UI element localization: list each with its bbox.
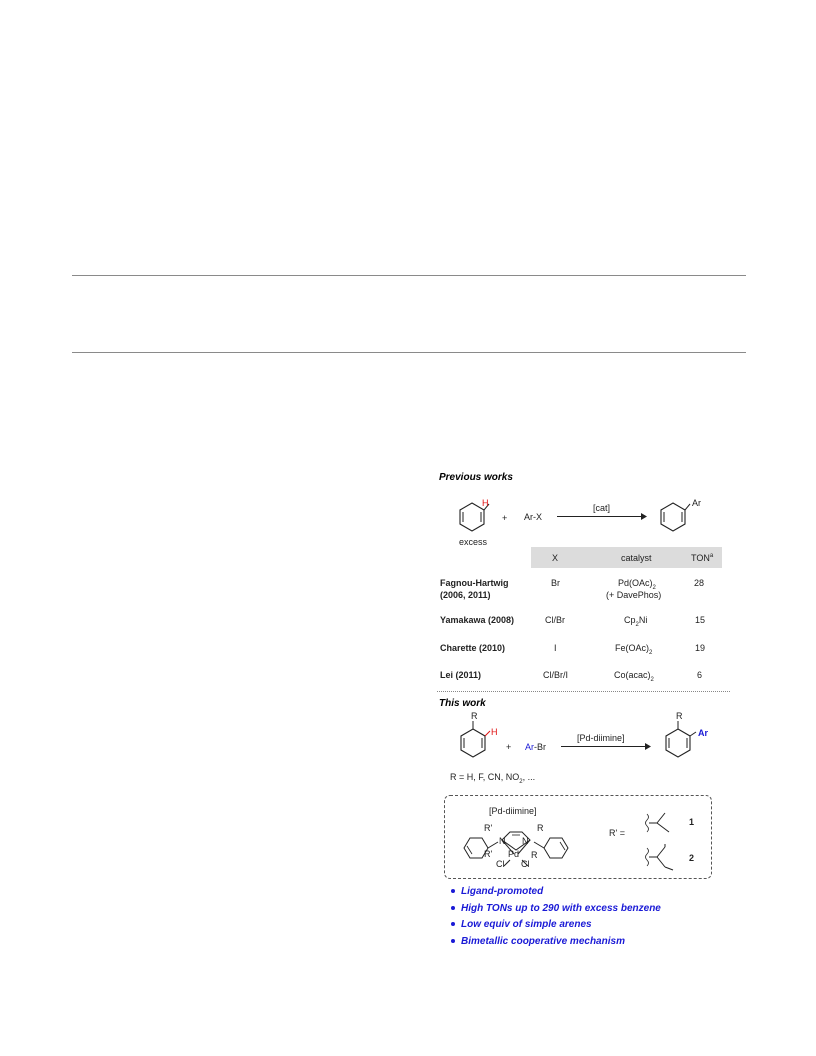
row-catalyst: $Fe(OAc)_2$ bbox=[615, 643, 653, 656]
cat-label: [cat] bbox=[593, 503, 611, 513]
row-x: Cl/Br bbox=[545, 615, 565, 625]
row-ton: 28 bbox=[694, 578, 705, 588]
feature-bullet: Bimetallic cooperative mechanism bbox=[451, 936, 625, 947]
previous-works-title: Previous works bbox=[439, 472, 513, 483]
row-ton: 19 bbox=[695, 643, 706, 653]
ar-label: Ar bbox=[698, 728, 709, 738]
top-rule bbox=[72, 275, 746, 276]
biaryl-product-structure bbox=[657, 500, 697, 540]
row-x: I bbox=[554, 643, 557, 653]
r-label: R bbox=[537, 823, 544, 833]
h-label: H bbox=[491, 727, 498, 737]
this-work-title: This work bbox=[439, 698, 486, 709]
cl-label: Cl bbox=[521, 859, 530, 869]
row-catalyst: $Co(acac)_2$ bbox=[614, 670, 654, 683]
feature-bullet: Low equiv of simple arenes bbox=[451, 919, 592, 930]
r-label: R bbox=[531, 850, 538, 860]
benzene-reactant-structure bbox=[456, 500, 496, 540]
feature-bullet: High TONs up to 290 with excess benzene bbox=[451, 903, 661, 914]
r-label: R bbox=[676, 711, 683, 721]
row-author: Yamakawa (2008) bbox=[440, 615, 515, 625]
row-x: Cl/Br/I bbox=[543, 670, 569, 680]
r-prime-label: R' bbox=[484, 823, 493, 833]
excess-label: excess bbox=[459, 537, 488, 547]
biaryl-product-structure bbox=[662, 718, 709, 766]
pd-label: Pd bbox=[508, 849, 520, 859]
row-ton: 15 bbox=[695, 615, 706, 625]
row-author: Charette (2010) bbox=[440, 643, 506, 653]
row-catalyst: $Pd(OAc)_2$ bbox=[618, 578, 656, 591]
header-catalyst: catalyst bbox=[621, 553, 652, 563]
header-ton: TON$^a$ bbox=[691, 553, 714, 563]
arene-reactant-structure bbox=[457, 718, 501, 766]
pd-diimine-label: [Pd-diimine] bbox=[577, 733, 625, 743]
r-label: R bbox=[471, 711, 478, 721]
row-x: Br bbox=[551, 578, 560, 588]
row-year: (2006, 2011) bbox=[440, 590, 491, 600]
bottom-rule bbox=[72, 352, 746, 353]
arx-reagent: Ar-X bbox=[524, 512, 542, 522]
n-label: N bbox=[522, 836, 529, 846]
header-x: X bbox=[552, 553, 559, 563]
ligand-number: 1 bbox=[689, 817, 695, 827]
cl-label: Cl bbox=[496, 859, 505, 869]
substituent-definition: R = H, F, CN, $NO_2$, ... bbox=[450, 772, 536, 785]
row-catalyst-ligand: (+ DavePhos) bbox=[606, 590, 662, 600]
row-catalyst: $Cp_2Ni$ bbox=[624, 615, 648, 628]
pd-diimine-box-title: [Pd-diimine] bbox=[489, 806, 537, 816]
row-author: Lei (2011) bbox=[440, 670, 482, 680]
ar-label: Ar bbox=[692, 498, 701, 508]
pd-diimine-complex-structure bbox=[456, 824, 606, 874]
section-divider bbox=[437, 691, 730, 692]
r-prime-definition: R' = bbox=[609, 828, 625, 838]
r-prime-label: R' bbox=[484, 849, 493, 859]
arbr-reagent: Ar-Br bbox=[525, 742, 546, 752]
n-label: N bbox=[499, 836, 506, 846]
reaction-arrow bbox=[557, 513, 647, 521]
pentan-3-yl-substituent-structure bbox=[643, 842, 683, 876]
isopropyl-substituent-structure bbox=[643, 808, 683, 838]
feature-bullet: Ligand-promoted bbox=[451, 886, 543, 897]
h-label: H bbox=[482, 498, 489, 508]
reaction-arrow bbox=[561, 743, 651, 751]
plus-sign: + bbox=[502, 513, 508, 523]
plus-sign: + bbox=[506, 742, 512, 752]
ligand-number: 2 bbox=[689, 853, 695, 863]
row-ton: 6 bbox=[697, 670, 703, 680]
row-author: Fagnou-Hartwig bbox=[440, 578, 509, 588]
